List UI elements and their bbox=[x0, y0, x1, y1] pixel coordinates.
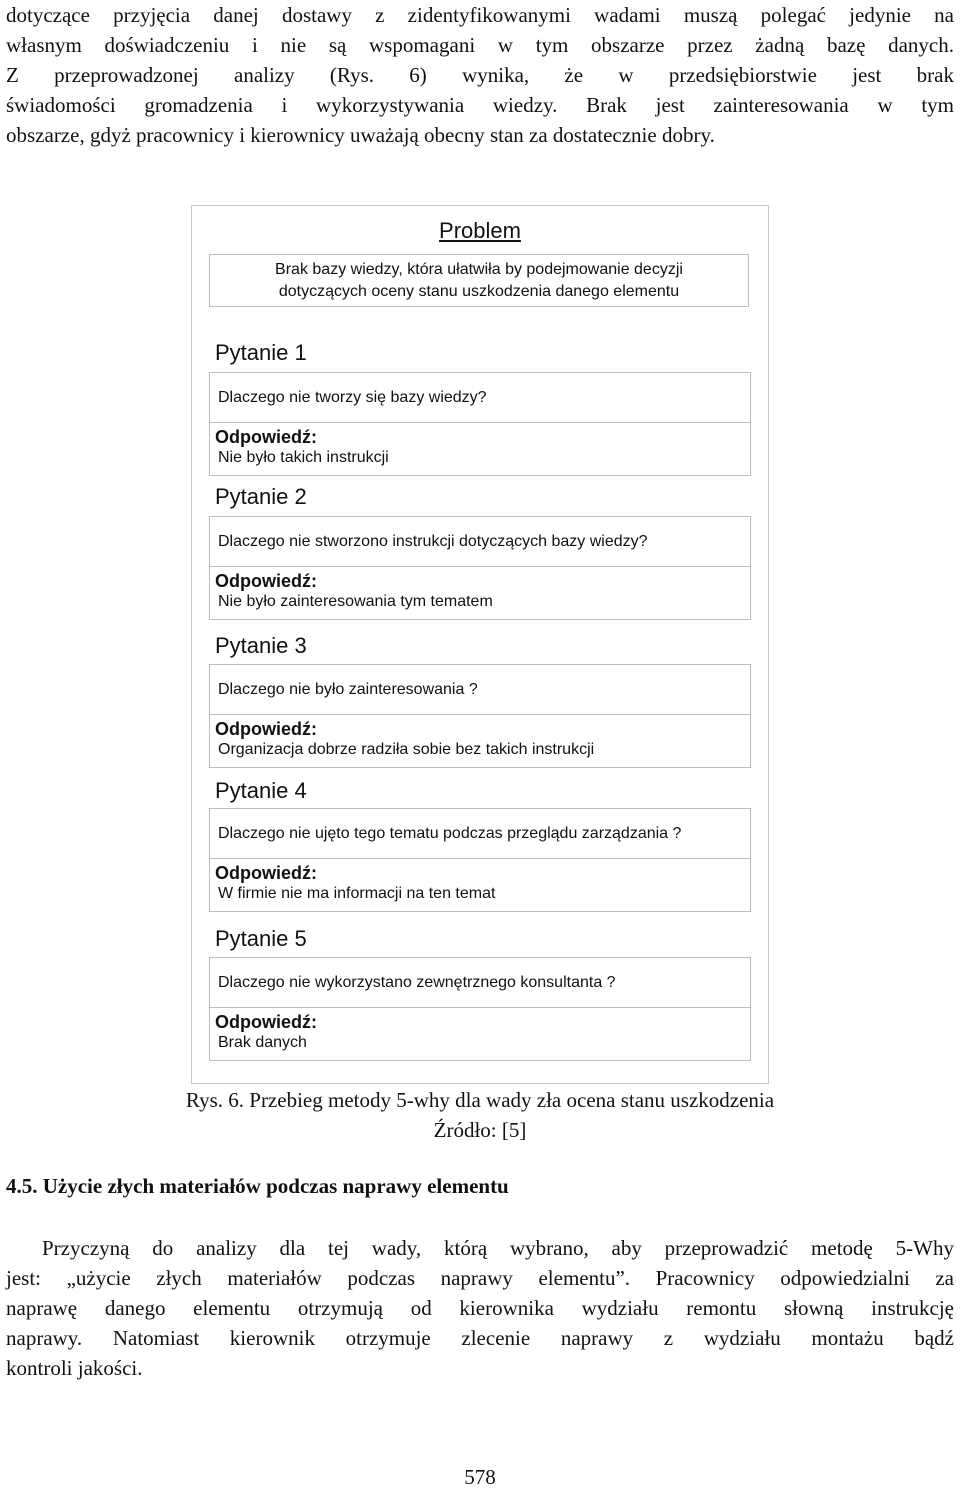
question-text: Dlaczego nie tworzy się bazy wiedzy? bbox=[218, 389, 487, 406]
intro-line: świadomości gromadzenia i wykorzystywania wiedzy. Brak jest zainteresowania w tym bbox=[6, 93, 954, 117]
question-label: Pytanie 5 bbox=[215, 926, 307, 951]
question-text: Dlaczego nie wykorzystano zewnętrznego konsultanta ? bbox=[218, 974, 616, 991]
question-label: Pytanie 1 bbox=[215, 340, 307, 365]
body-line: Przyczyną do analizy dla tej wady, którą wybrano, aby przeprowadzić metodę 5-Why bbox=[42, 1236, 954, 1260]
intro-paragraph bbox=[6, 0, 954, 150]
question-label: Pytanie 2 bbox=[215, 484, 307, 509]
answer-label: Odpowiedź: bbox=[215, 863, 317, 883]
body-line: kontroli jakości. bbox=[6, 1356, 143, 1380]
body-line: naprawę danego elementu otrzymują od kierownika wydziału remontu słowną instrukcję bbox=[6, 1296, 954, 1320]
answer-label: Odpowiedź: bbox=[215, 719, 317, 739]
question-text: Dlaczego nie było zainteresowania ? bbox=[218, 681, 478, 698]
answer-box bbox=[209, 1007, 751, 1061]
question-label: Pytanie 4 bbox=[215, 778, 307, 803]
body-line: naprawy. Natomiast kierownik otrzymuje zlecenie naprawy z wydziału montażu bądź bbox=[6, 1326, 954, 1350]
answer-box bbox=[209, 422, 751, 476]
question-box bbox=[209, 516, 751, 568]
answer-label: Odpowiedź: bbox=[215, 571, 317, 591]
problem-line: Brak bazy wiedzy, która ułatwiła by podejmowanie decyzji bbox=[275, 261, 683, 278]
question-box bbox=[209, 664, 751, 716]
answer-box bbox=[209, 714, 751, 768]
intro-line: obszarze, gdyż pracownicy i kierownicy uważają obecny stan za dostatecznie dobry. bbox=[6, 123, 715, 147]
body-paragraph bbox=[6, 1233, 954, 1383]
question-text: Dlaczego nie stworzono instrukcji dotyczących bazy wiedzy? bbox=[218, 533, 648, 550]
question-label: Pytanie 3 bbox=[215, 633, 307, 658]
question-box bbox=[209, 372, 751, 424]
figure-title: Problem bbox=[439, 218, 521, 243]
answer-text: Nie było zainteresowania tym tematem bbox=[218, 593, 493, 610]
body-line: jest: „użycie złych materiałów podczas naprawy elementu”. Pracownicy odpowiedzialni za bbox=[6, 1266, 954, 1290]
problem-box bbox=[209, 254, 749, 307]
caption-line: Rys. 6. Przebieg metody 5-why dla wady zła ocena stanu uszkodzenia bbox=[185, 1088, 775, 1112]
question-text: Dlaczego nie ujęto tego tematu podczas przeglądu zarządzania ? bbox=[218, 825, 682, 842]
page-number: 578 bbox=[464, 1465, 496, 1489]
intro-line: własnym doświadczeniu i nie są wspomagani w tym obszarze przez żadną bazę danych. bbox=[6, 33, 954, 57]
answer-text: W firmie nie ma informacji na ten temat bbox=[218, 885, 496, 902]
section-heading: 4.5. Użycie złych materiałów podczas naprawy elementu bbox=[6, 1174, 509, 1198]
question-box bbox=[209, 957, 751, 1009]
answer-text: Nie było takich instrukcji bbox=[218, 449, 389, 466]
caption-source: Źródło: [5] bbox=[433, 1118, 527, 1142]
answer-text: Brak danych bbox=[218, 1034, 307, 1051]
answer-text: Organizacja dobrze radziła sobie bez takich instrukcji bbox=[218, 741, 595, 758]
answer-box bbox=[209, 858, 751, 912]
intro-line: dotyczące przyjęcia danej dostawy z zidentyfikowanymi wadami muszą polegać jedynie na bbox=[6, 3, 954, 27]
figure-caption bbox=[0, 1085, 960, 1145]
five-why-figure bbox=[191, 205, 769, 1084]
answer-box bbox=[209, 566, 751, 620]
problem-line: dotyczących oceny stanu uszkodzenia danego elementu bbox=[278, 283, 680, 300]
intro-line: Z przeprowadzonej analizy (Rys. 6) wynika, że w przedsiębiorstwie jest brak bbox=[6, 63, 954, 87]
answer-label: Odpowiedź: bbox=[215, 427, 317, 447]
question-box bbox=[209, 808, 751, 860]
answer-label: Odpowiedź: bbox=[215, 1012, 317, 1032]
